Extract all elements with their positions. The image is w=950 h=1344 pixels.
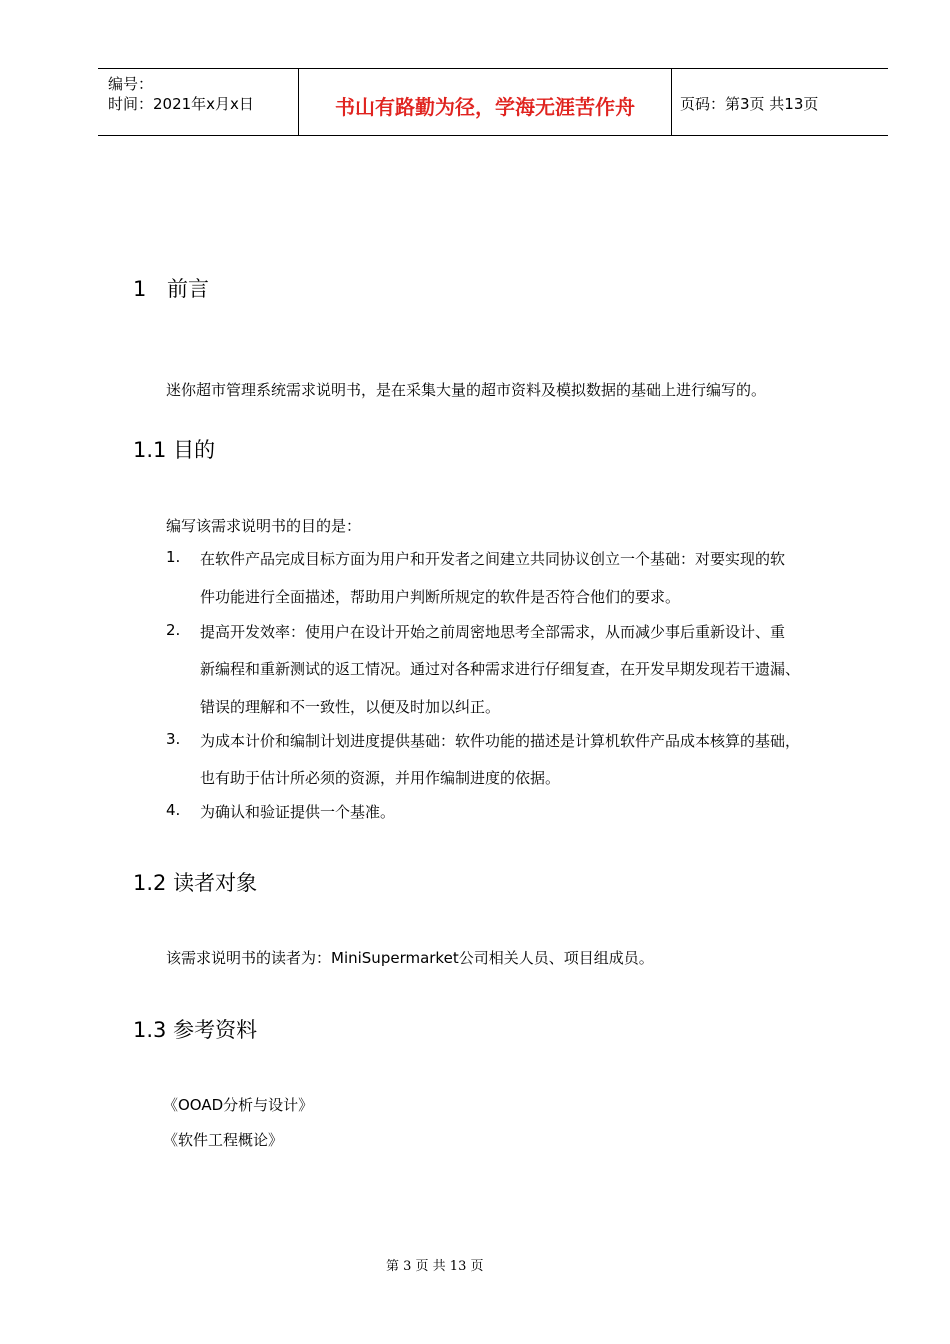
list-item-line: 新编程和重新测试的返工情况。通过对各种需求进行仔细复查，在开发早期发现若干遗漏、 bbox=[200, 660, 801, 678]
list-item-line: 为确认和验证提供一个基准。 bbox=[200, 803, 396, 821]
list-item-number: 4. bbox=[166, 801, 181, 819]
list-item-line: 为成本计价和编制计划进度提供基础：软件功能的描述是计算机软件产品成本核算的基础， bbox=[200, 732, 801, 750]
header-page-cell bbox=[672, 69, 888, 135]
section-title: 前言 bbox=[167, 277, 209, 301]
list-item-number: 1. bbox=[166, 548, 181, 566]
reference-item: 《OOAD分析与设计》 bbox=[163, 1096, 314, 1114]
list-item-line: 件功能进行全面描述，帮助用户判断所规定的软件是否符合他们的要求。 bbox=[200, 588, 681, 606]
readers-paragraph: 该需求说明书的读者为：MiniSupermarket公司相关人员、项目组成员。 bbox=[166, 949, 654, 967]
header-motto: 书山有路勤为径，学海无涯苦作舟 bbox=[335, 95, 635, 119]
list-item-line: 提高开发效率：使用户在设计开始之前周密地思考全部需求，从而减少事后重新设计、重 bbox=[200, 623, 786, 641]
section-heading-1-2: 1.2 读者对象 bbox=[133, 871, 258, 895]
page-header bbox=[98, 68, 888, 136]
list-item-number: 2. bbox=[166, 621, 181, 639]
list-item-number: 3. bbox=[166, 730, 181, 748]
header-motto-cell bbox=[299, 69, 672, 135]
list-item-line: 也有助于估计所必须的资源，并用作编制进度的依据。 bbox=[200, 769, 561, 787]
reference-item: 《软件工程概论》 bbox=[163, 1131, 284, 1149]
header-meta-cell bbox=[98, 69, 299, 135]
header-page-info: 页码：第3页 共13页 bbox=[680, 95, 819, 113]
intro-paragraph: 迷你超市管理系统需求说明书，是在采集大量的超市资料及模拟数据的基础上进行编写的。 bbox=[166, 381, 767, 399]
section-heading-1-1: 1.1 目的 bbox=[133, 438, 216, 462]
time-label: 时间：2021年x月x日 bbox=[108, 95, 254, 113]
serial-label: 编号： bbox=[108, 75, 154, 93]
purpose-intro: 编写该需求说明书的目的是： bbox=[166, 517, 362, 535]
section-number: 1 bbox=[133, 277, 147, 301]
list-item-line: 错误的理解和不一致性，以便及时加以纠正。 bbox=[200, 698, 501, 716]
section-heading-1 bbox=[133, 273, 209, 303]
section-heading-1-3: 1.3 参考资料 bbox=[133, 1018, 258, 1042]
page-footer: 第 3 页 共 13 页 bbox=[386, 1259, 484, 1274]
list-item-line: 在软件产品完成目标方面为用户和开发者之间建立共同协议创立一个基础：对要实现的软 bbox=[200, 550, 786, 568]
